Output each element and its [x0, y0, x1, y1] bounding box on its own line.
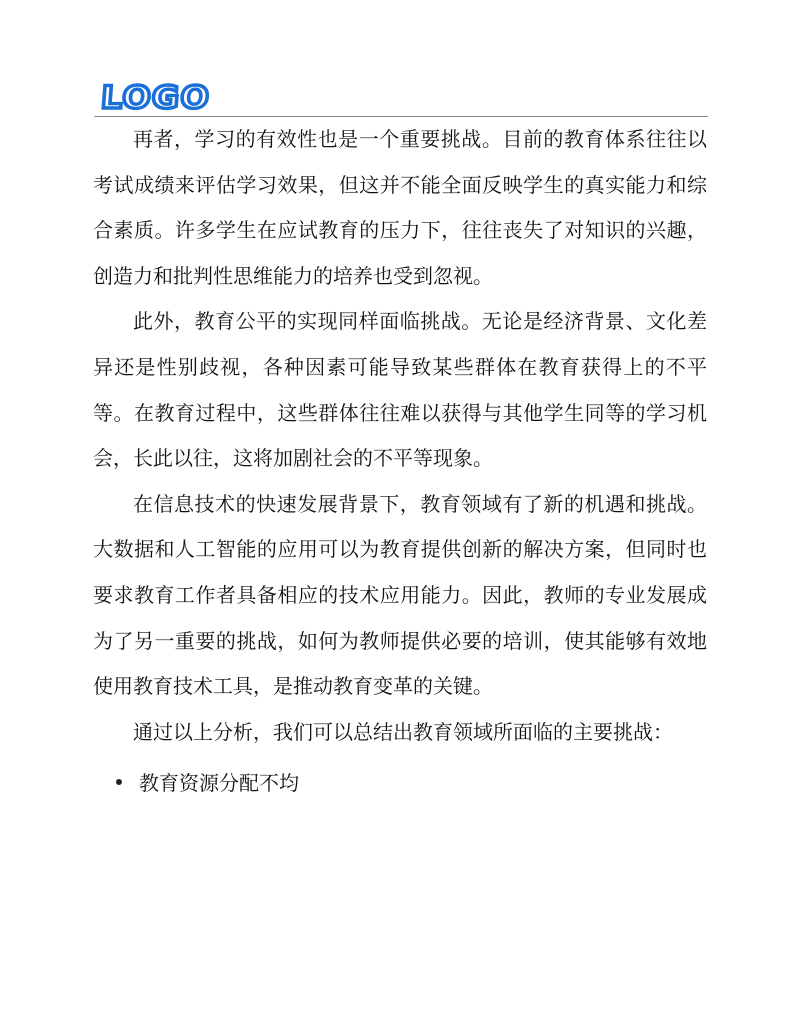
challenge-list	[93, 761, 707, 807]
paragraph: 通过以上分析，我们可以总结出教育领域所面临的主要挑战：	[133, 719, 673, 744]
logo-text: LOGO	[99, 80, 212, 116]
list-item-text: 教育资源分配不均	[139, 771, 299, 796]
logo	[99, 80, 212, 116]
document-body	[93, 117, 707, 807]
paragraph: 再者，学习的有效性也是一个重要挑战。目前的教育体系往往以考试成绩来评估学习效果，但这并不能全面反映学生的真实能力和综合素质。许多学生在应试教育的压力下，往往丧失了对知识的兴趣，创造力和批判性思维能力的培养也受到忽视。	[93, 127, 707, 288]
paragraph: 此外，教育公平的实现同样面临挑战。无论是经济背景、文化差异还是性别歧视，各种因素可能导致某些群体在教育获得上的不平等。在教育过程中，这些群体往往难以获得与其他学生同等的学习机会，长此以往，这将加剧社会的不平等现象。	[93, 309, 707, 471]
list-item	[93, 761, 707, 807]
bullet-icon	[116, 779, 122, 785]
paragraph: 在信息技术的快速发展背景下，教育领域有了新的机遇和挑战。大数据和人工智能的应用可以为教育提供创新的解决方案，但同时也要求教育工作者具备相应的技术应用能力。因此，教师的专业发展成为了另一重要的挑战，如何为教师提供必要的培训，使其能够有效地使用教育技术工具，是推动教育变革的关键。	[93, 491, 707, 699]
